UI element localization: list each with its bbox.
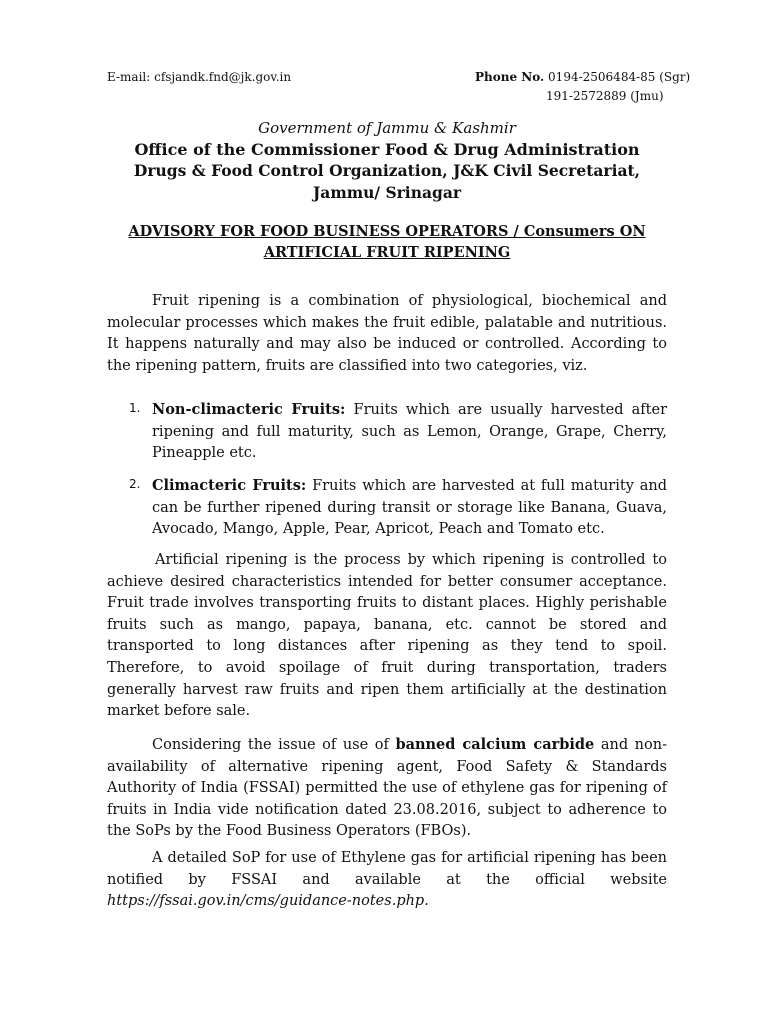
office-title: Office of the Commissioner Food & Drug Administration: [134, 140, 640, 159]
category-term: Non-climacteric Fruits:: [152, 401, 346, 418]
category-description: Fruits which are usually harvested after ripening and full maturity, such as Lemon, Orange, Grape, Cherry, Pineapple etc.: [152, 402, 668, 462]
organization-title: Drugs & Food Control Organization, J&K Civil Secretariat, Jammu/ Srinagar: [133, 161, 641, 202]
email-address: E-mail: cfsjandk.fnd@jk.gov.in: [107, 70, 292, 84]
advisory-heading: ADVISORY FOR FOOD BUSINESS OPERATORS / Consumers ON ARTIFICIAL FRUIT RIPENING: [128, 223, 646, 261]
phone-label: Phone No.: [475, 70, 545, 84]
list-item-text: [152, 399, 667, 465]
phone-number-srinagar: 0194-2506484-85 (Sgr): [544, 70, 691, 84]
banned-calcium-carbide-text: banned calcium carbide: [395, 736, 595, 753]
category-term: Climacteric Fruits:: [152, 477, 307, 494]
government-title: Government of Jammu & Kashmir: [258, 119, 516, 137]
category-description: Fruits which are harvested at full maturity and can be further ripened during transit or storage like Banana, Guava, Avocado, Mango, Apple, Pear, Apricot, Peach and Tomato etc.: [152, 478, 668, 538]
list-number: 1.: [129, 401, 141, 415]
fssai-website-link[interactable]: https://fssai.gov.in/cms/guidance-notes.php.: [107, 893, 429, 910]
carbide-text-before: Considering the issue of use of: [152, 737, 396, 753]
artificial-ripening-paragraph: Artificial ripening is the process by which ripening is controlled to achieve desired characteristics intended for better consumer acceptance. Fruit trade involves transporting fruits to distant places. Highly perishable fruits such as mango, papaya, banana, etc. cannot be stored and transported to long distances after ripening as they tend to spoil. Therefore, to avoid spoilage of fruit during transportation, traders generally harvest raw fruits and ripen them artificially at the destination market before sale.: [107, 552, 667, 720]
list-item-text: [152, 475, 667, 541]
calcium-carbide-paragraph: [107, 734, 667, 843]
phone-number-jammu: 191-2572889 (Jmu): [546, 89, 664, 103]
intro-paragraph: Fruit ripening is a combination of physiological, biochemical and molecular processes which makes the fruit edible, palatable and nutritious. It happens naturally and may also be induced or controlled. According to the ripening pattern, fruits are classified into two categories, viz.: [107, 293, 667, 374]
list-number: 2.: [129, 477, 141, 491]
sop-paragraph: [107, 848, 667, 913]
carbide-text-after: and non-availability of alternative ripening agent, Food Safety & Standards Authority of India (FSSAI) permitted the use of ethylene gas for ripening of fruits in India vide notification dated 23.08.2016, subject to adherence to the SoPs by the Food Business Operators (FBOs).: [107, 737, 667, 840]
sop-text: A detailed SoP for use of Ethylene gas for artificial ripening has been notified by FSSAI and available at the official website: [107, 850, 667, 888]
phone-line-1: [475, 68, 690, 86]
